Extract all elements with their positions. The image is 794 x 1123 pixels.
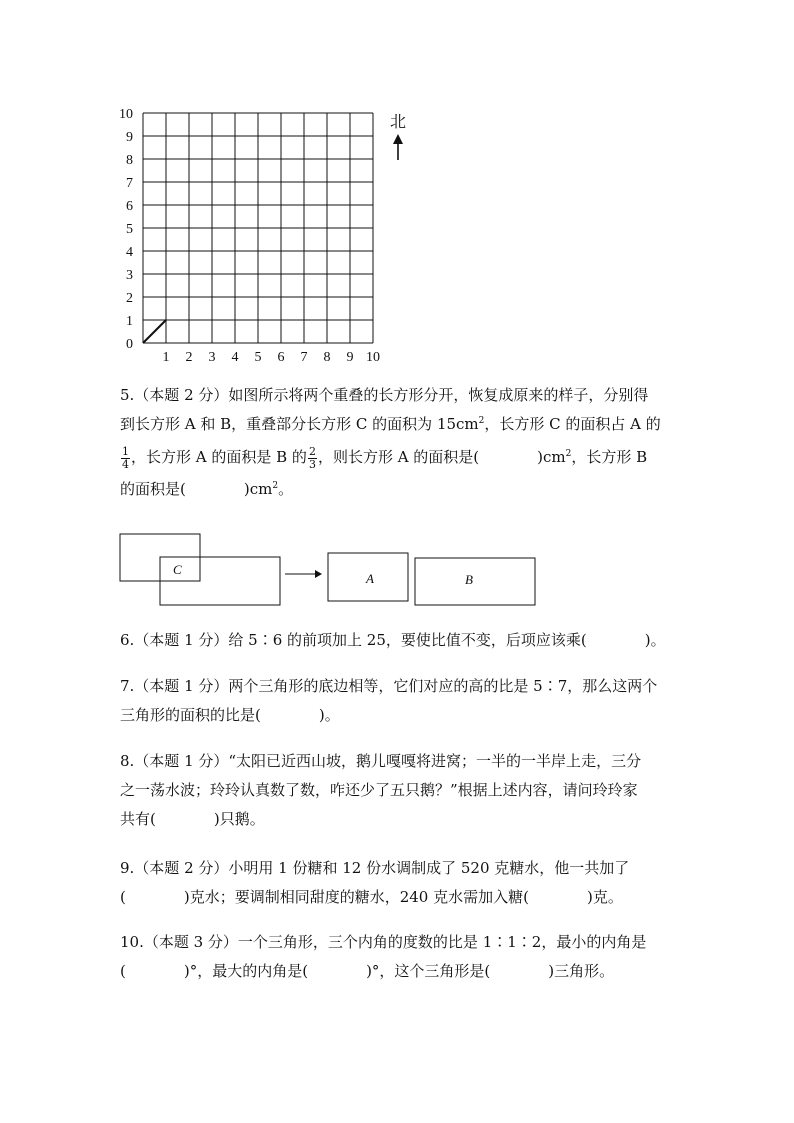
fraction-two-thirds: $\frac{2}{3}$ <box>308 444 316 471</box>
q7-line-1: 7.（本题 1 分）两个三角形的底边相等，它们对应的高的比是 5∶7，那么这两个 <box>120 677 658 695</box>
q5-line-4: 的面积是( )$cm^2$。 <box>120 480 294 498</box>
q8-line-1: 8.（本题 1 分）“太阳已近西山坡，鹅儿嘎嘎将进窝；一半的一半岸上走，三分 <box>120 752 642 770</box>
x-tick-label: 2 <box>185 350 193 365</box>
x-tick-label: 10 <box>366 350 380 365</box>
label-c: C <box>173 562 182 577</box>
q5-line-2: 到长方形 A 和 B，重叠部分长方形 C 的面积为 $15cm^2$，长方形 C 的面积占 A 的 <box>120 415 661 433</box>
label-a: A <box>366 571 374 586</box>
y-tick-label: 6 <box>126 199 133 214</box>
y-tick-label: 0 <box>126 337 133 352</box>
fraction-one-quarter: $\frac{1}{4}$ <box>122 444 129 471</box>
question-6 <box>120 626 680 655</box>
y-tick-label: 7 <box>126 176 133 191</box>
north-label: 北 <box>390 114 407 131</box>
x-tick-label: 9 <box>346 350 354 365</box>
question-7 <box>120 672 680 730</box>
y-axis-labels <box>119 107 133 352</box>
q5-line-3: $\frac{1}{4}$ ，长方形 A 的面积是 B 的 $\frac{2}{3}$ ，则长方形 A 的面积是( )$cm^2$，长方形 B <box>122 444 648 471</box>
x-tick-label: 1 <box>162 350 170 365</box>
origin-diagonal <box>143 320 166 343</box>
question-9 <box>120 854 680 912</box>
q8-line-3: 共有( )只鹅。 <box>120 810 265 828</box>
q5-line-1: 5.（本题 2 分）如图所示将两个重叠的长方形分开，恢复成原来的样子，分别得 <box>120 386 649 404</box>
q9-line-2: ( )克水；要调制相同甜度的糖水，240 克水需加入糖( )克。 <box>120 888 623 906</box>
right-arrow-icon <box>285 570 322 578</box>
q6-line-1: 6.（本题 1 分）给 5∶6 的前项加上 25，要使比值不变，后项应该乘( )。 <box>120 631 666 649</box>
north-arrow-icon <box>393 134 403 160</box>
y-tick-label: 10 <box>119 107 133 122</box>
x-tick-label: 6 <box>277 350 285 365</box>
q9-line-1: 9.（本题 2 分）小明用 1 份糖和 12 份水调制成了 520 克糖水，他一共加了 <box>120 859 630 877</box>
coordinate-grid <box>110 100 410 370</box>
rectangles-diagram <box>118 530 548 610</box>
y-tick-label: 1 <box>126 314 133 329</box>
q10-line-2: ( )°，最大的内角是( )°，这个三角形是( )三角形。 <box>120 962 615 980</box>
grid-lines <box>143 113 373 343</box>
q8-line-2: 之一荡水波；玲玲认真数了数，咋还少了五只鹅？”根据上述内容，请问玲玲家 <box>120 781 638 799</box>
x-tick-label: 7 <box>300 350 308 365</box>
question-10 <box>120 928 680 986</box>
y-tick-label: 2 <box>126 291 133 306</box>
question-8 <box>120 747 680 834</box>
y-tick-label: 4 <box>126 245 133 260</box>
x-tick-label: 8 <box>323 350 331 365</box>
y-tick-label: 9 <box>126 130 133 145</box>
y-tick-label: 3 <box>126 268 133 283</box>
q10-line-1: 10.（本题 3 分）一个三角形，三个内角的度数的比是 1∶1∶2，最小的内角是 <box>120 933 647 951</box>
q7-line-2: 三角形的面积的比是( )。 <box>120 706 340 724</box>
y-tick-label: 8 <box>126 153 133 168</box>
question-5 <box>120 381 680 504</box>
y-tick-label: 5 <box>126 222 133 237</box>
rectangle-b <box>415 558 535 605</box>
x-tick-label: 4 <box>231 350 239 365</box>
x-axis-labels <box>163 350 381 365</box>
label-b: B <box>465 572 473 587</box>
x-tick-label: 5 <box>254 350 262 365</box>
x-tick-label: 3 <box>208 350 216 365</box>
